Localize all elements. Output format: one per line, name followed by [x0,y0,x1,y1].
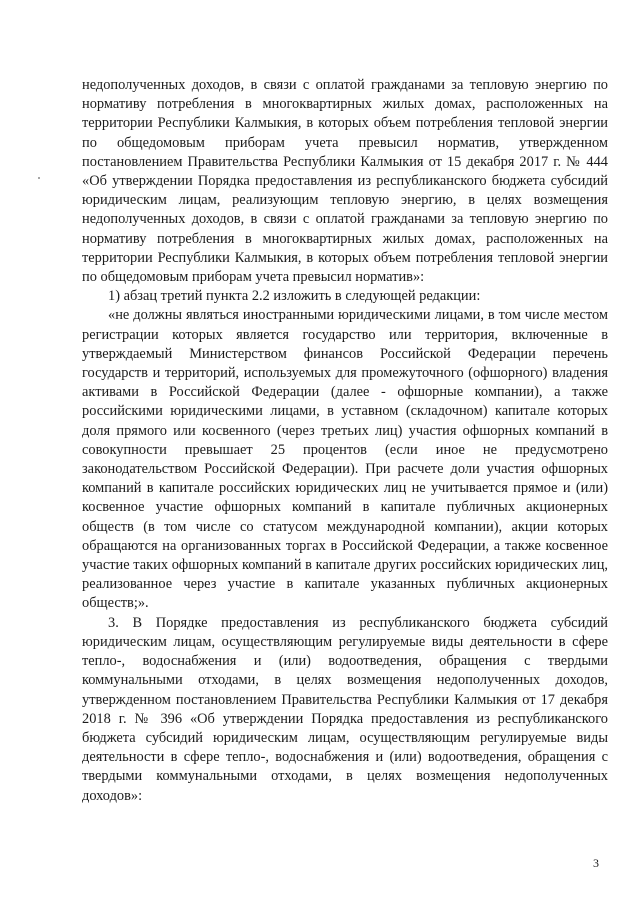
paragraph-amendment-item-1: 1) абзац третий пункта 2.2 изложить в следующей редакции: [108,288,481,305]
page-number: 3 [593,856,599,870]
paragraph-quoted-text: «не должны являться иностранными юридическими лицами, в том числе местом регистрации которых является государство или территория, включенные в утверждаемый Министерством финансов Российской Федерации перечень государств и территорий, используемых для промежуточного (офшорного) владения активами в Российской Федерации (далее - офшорные компании), а также российскими юридическими лицами, в уставном (складочном) капитале которых доля прямого или косвенного (через третьих лиц) участия офшорных компаний в совокупности превышает 25 процентов (если иное не предусмотрено законодательством Российской Федерации). При расчете доли участия офшорных компаний в капитале российских юридических лиц не учитывается прямое и (или) косвенное участие офшорных компаний в капитале публичных акционерных обществ (в том числе со статусом международной компании), акции которых обращаются на организованных торгах в Российской Федерации, а также косвенное участие таких офшорных компаний в капитале других российских юридических лиц, реализованное через участие в капитале указанных публичных акционерных обществ;». [82,307,608,612]
paragraph-item-3: 3. В Порядке предоставления из республиканского бюджета субсидий юридическим лицам, осуществляющим регулируемые виды деятельности в сфере тепло-, водоснабжения и (или) водоотведения, обращения с твердыми коммунальными отходами, в целях возмещения недополученных доходов, утвержденном постановлением Правительства Республики Калмыкия от 17 декабря 2018 г. № 396 «Об утверждении Порядка предоставления из республиканского бюджета субсидий юридическим лицам, осуществляющим регулируемые виды деятельности в сфере тепло-, водоснабжения и (или) водоотведения, обращения с твердыми коммунальными отходами, в целях возмещения недополученных доходов»: [82,614,608,804]
paragraph-continuation: недополученных доходов, в связи с оплатой гражданами за тепловую энергию по нормативу потребления в многоквартирных жилых домах, расположенных на территории Республики Калмыкия, в которых объем потребления тепловой энергии по общедомовым приборам учета превысил норматив, утвержденном постановлением Правительства Республики Калмыкия от 15 декабря 2017 г. № 444 «Об утверждении Порядка предоставления из республиканского бюджета субсидий юридическим лицам, реализующим тепловую энергию, в целях возмещения недополученных доходов, в связи с оплатой гражданами за тепловую энергию по нормативу потребления в многоквартирных жилых домах, расположенных на территории Республики Калмыкия, в которых объем потребления тепловой энергии по общедомовым приборам учета превысил норматив»: [82,77,608,286]
document-body [82,76,608,806]
scan-speck [38,177,40,179]
